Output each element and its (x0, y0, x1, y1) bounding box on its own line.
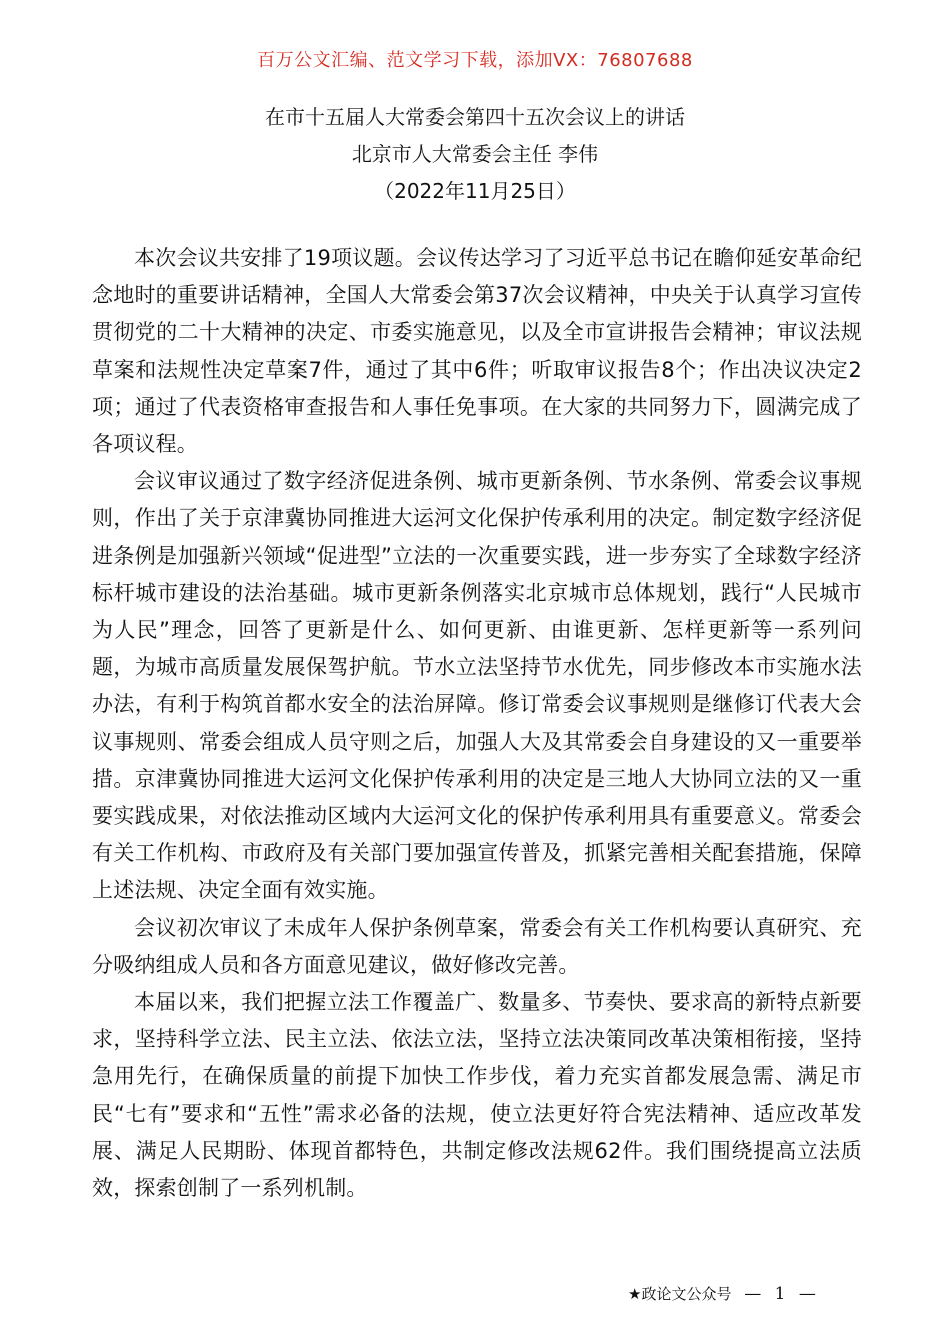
footer-source: ★政论文公众号 (628, 1285, 732, 1303)
speaker-line: 北京市人大常委会主任 李伟 (351, 142, 599, 166)
promo-banner: 百万公文汇编、范文学习下载，添加VX：76807688 (257, 50, 693, 71)
paragraph: 会议初次审议了未成年人保护条例草案，常委会有关工作机构要认真研究、充分吸纳组成人员和各方面意见建议，做好修改完善。 (92, 915, 862, 977)
speech-title: 在市十五届人大常委会第四十五次会议上的讲话 (265, 105, 685, 129)
speech-date: （2022年11月25日） (374, 179, 576, 203)
paragraph: 本届以来，我们把握立法工作覆盖广、数量多、节奏快、要求高的新特点新要求，坚持科学立法、民主立法、依法立法，坚持立法决策同改革决策相衔接，坚持急用先行，在确保质量的前提下加快工作步伐，着力充实首都发展急需、满足市民“七有”要求和“五性”需求必备的法规，使立法更好符合宪法精神、适应改革发展、满足人民期盼、体现首都特色，共制定修改法规62件。我们围绕提高立法质效，探索创制了一系列机制。 (92, 990, 862, 1201)
document-body (92, 240, 862, 1207)
page-footer (628, 1283, 820, 1304)
page-number: — 1 — (744, 1284, 820, 1304)
paragraph: 本次会议共安排了19项议题。会议传达学习了习近平总书记在瞻仰延安革命纪念地时的重要讲话精神，全国人大常委会第37次会议精神，中央关于认真学习宣传贯彻党的二十大精神的决定、市委实施意见，以及全市宣讲报告会精神；审议法规草案和法规性决定草案7件，通过了其中6件；听取审议报告8个；作出决议决定2项；通过了代表资格审查报告和人事任免事项。在大家的共同努力下，圆满完成了各项议程。 (92, 246, 862, 457)
document-header (0, 99, 950, 210)
paragraph: 会议审议通过了数字经济促进条例、城市更新条例、节水条例、常委会议事规则，作出了关于京津冀协同推进大运河文化保护传承利用的决定。制定数字经济促进条例是加强新兴领域“促进型”立法的一次重要实践，进一步夯实了全球数字经济标杆城市建设的法治基础。城市更新条例落实北京城市总体规划，践行“人民城市为人民”理念，回答了更新是什么、如何更新、由谁更新、怎样更新等一系列问题，为城市高质量发展保驾护航。节水立法坚持节水优先，同步修改本市实施水法办法，有利于构筑首都水安全的法治屏障。修订常委会议事规则是继修订代表大会议事规则、常委会组成人员守则之后，加强人大及其常委会自身建设的又一重要举措。京津冀协同推进大运河文化保护传承利用的决定是三地人大协同立法的又一重要实践成果，对依法推动区域内大运河文化的保护传承利用具有重要意义。常委会有关工作机构、市政府及有关部门要加强宣传普及，抓紧完善相关配套措施，保障上述法规、决定全面有效实施。 (92, 469, 862, 903)
